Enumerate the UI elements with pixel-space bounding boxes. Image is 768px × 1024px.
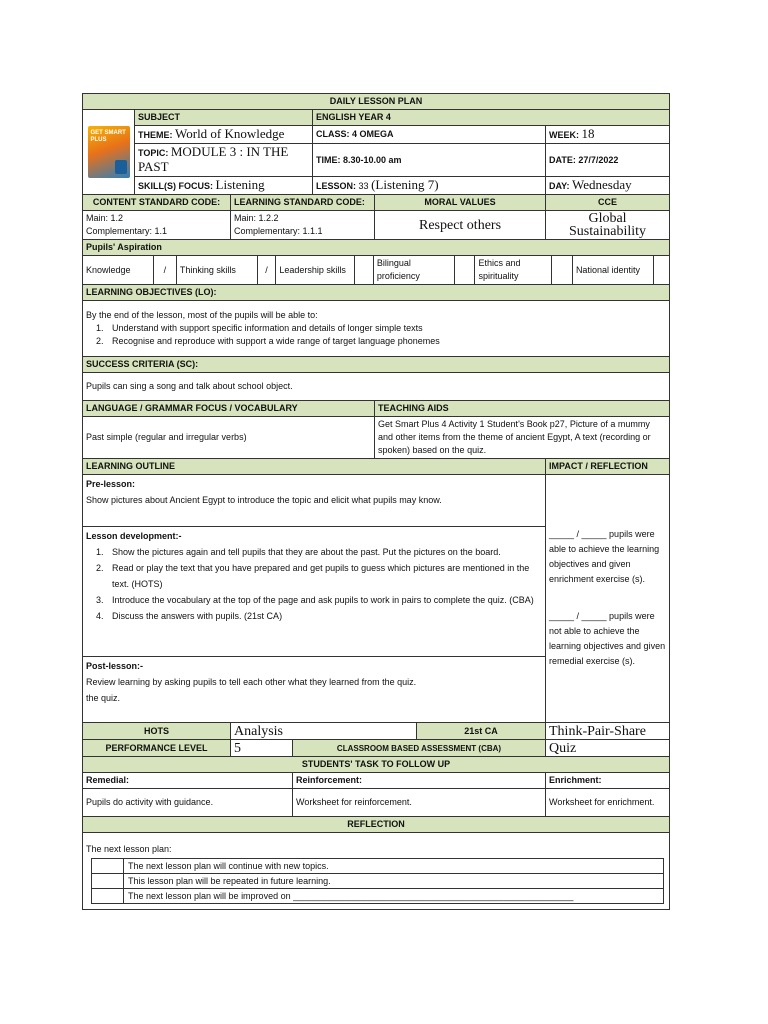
subject-label: SUBJECT xyxy=(135,110,313,126)
lesson-development-label: Lesson development:- xyxy=(86,531,182,541)
objectives-body xyxy=(83,301,670,357)
remedial-label: Remedial: xyxy=(83,773,293,789)
impact-able: _____ / _____ pupils were able to achieve the learning objectives and given enrichment exercise (s). xyxy=(549,529,660,584)
hots-value: Analysis xyxy=(231,723,417,740)
topic-cell: TOPIC: MODULE 3 : IN THE PAST xyxy=(135,144,313,177)
remedial-value: Pupils do activity with guidance. xyxy=(83,789,293,817)
aspiration-item: Bilingual proficiency xyxy=(373,256,454,284)
aspiration-item: Thinking skills xyxy=(176,256,257,284)
ca-label: 21st CA xyxy=(417,723,546,740)
impact-body xyxy=(546,475,670,723)
cba-label: CLASSROOM BASED ASSESSMENT (CBA) xyxy=(293,740,546,757)
aspiration-mark xyxy=(454,256,475,284)
performance-level-label: PERFORMANCE LEVEL xyxy=(83,740,231,757)
objectives-intro: By the end of the lesson, most of the pupils will be able to: xyxy=(86,310,318,320)
objectives-label: LEARNING OBJECTIVES (LO): xyxy=(83,285,670,301)
moral-value: Respect others xyxy=(375,211,546,240)
reinforcement-value: Worksheet for reinforcement. xyxy=(293,789,546,817)
week-cell: WEEK: 18 xyxy=(546,126,670,144)
success-label: SUCCESS CRITERIA (SC): xyxy=(83,357,670,373)
aspiration-item: Ethics and spirituality xyxy=(475,256,552,284)
objective-item: 1. Understand with support specific information and details of longer simple texts xyxy=(106,322,666,335)
language-focus-label: LANGUAGE / GRAMMAR FOCUS / VOCABULARY xyxy=(83,401,375,417)
aspiration-item: Knowledge xyxy=(83,256,154,284)
reflection-checkbox[interactable] xyxy=(92,859,124,874)
day-cell: DAY: Wednesday xyxy=(546,177,670,195)
learning-standard-label: LEARNING STANDARD CODE: xyxy=(231,195,375,211)
page-title: DAILY LESSON PLAN xyxy=(83,94,670,110)
teaching-aids-label: TEACHING AIDS xyxy=(375,401,670,417)
class-cell: CLASS: 4 OMEGA xyxy=(313,126,546,144)
aspiration-mark: / xyxy=(154,256,177,284)
development-step: 3. Introduce the vocabulary at the top of the page and ask pupils to work in pairs to complete the quiz. (CBA) xyxy=(106,592,542,608)
skill-cell: SKILL(S) FOCUS: Listening xyxy=(135,177,313,195)
aspiration-mark: / xyxy=(257,256,276,284)
cce-value: Global Sustainability xyxy=(546,211,670,240)
aspiration-item: National identity xyxy=(572,256,653,284)
objective-item: 2. Recognise and reproduce with support a wide range of target language phonemes xyxy=(106,335,666,348)
teaching-aids-value: Get Smart Plus 4 Activity 1 Student's Book p27, Picture of a mummy and other items from the theme of ancient Egypt, A text (recording or spoken) based on the quiz. xyxy=(375,417,670,459)
post-lesson-section xyxy=(83,657,546,723)
date-cell: DATE: 27/7/2022 xyxy=(546,144,670,177)
post-lesson-text: Review learning by asking pupils to tell each other what they learned from the quiz. xyxy=(86,677,417,687)
lesson-development-section xyxy=(83,527,546,657)
aspiration-item: Leadership skills xyxy=(276,256,355,284)
pre-lesson-section xyxy=(83,475,546,527)
performance-level-value: 5 xyxy=(231,740,293,757)
pre-lesson-label: Pre-lesson: xyxy=(86,479,136,489)
reinforcement-label: Reinforcement: xyxy=(293,773,546,789)
enrichment-label: Enrichment: xyxy=(546,773,670,789)
pre-lesson-text: Show pictures about Ancient Egypt to introduce the topic and elicit what pupils may know. xyxy=(86,495,442,505)
reflection-option: The next lesson plan will continue with new topics. xyxy=(124,859,664,874)
development-step: 4. Discuss the answers with pupils. (21st CA) xyxy=(106,608,542,624)
ca-value: Think-Pair-Share xyxy=(546,723,670,740)
lesson-plan-sheet xyxy=(82,93,669,910)
moral-values-label: MORAL VALUES xyxy=(375,195,546,211)
reflection-options xyxy=(91,858,664,904)
theme-cell: THEME: World of Knowledge xyxy=(135,126,313,144)
cce-label: CCE xyxy=(546,195,670,211)
lesson-plan-table xyxy=(82,93,670,910)
aspiration-mark xyxy=(653,256,669,284)
subject-value: ENGLISH YEAR 4 xyxy=(313,110,670,126)
cba-value: Quiz xyxy=(546,740,670,757)
followup-label: STUDENTS' TASK TO FOLLOW UP xyxy=(83,757,670,773)
post-lesson-text-extra: the quiz. xyxy=(86,693,121,703)
learning-standard-value: Main: 1.2.2 Complementary: 1.1.1 xyxy=(231,211,375,240)
aspiration-row xyxy=(83,256,670,285)
reflection-intro: The next lesson plan: xyxy=(86,844,172,854)
post-lesson-label: Post-lesson:- xyxy=(86,661,144,671)
aspiration-label: Pupils' Aspiration xyxy=(83,240,670,256)
aspiration-mark xyxy=(355,256,374,284)
enrichment-value: Worksheet for enrichment. xyxy=(546,789,670,817)
hots-label: HOTS xyxy=(83,723,231,740)
reflection-label: REFLECTION xyxy=(83,817,670,833)
development-step: 1. Show the pictures again and tell pupils that they are about the past. Put the pictures on the board. xyxy=(106,544,542,560)
reflection-checkbox[interactable] xyxy=(92,889,124,904)
reflection-option: This lesson plan will be repeated in future learning. xyxy=(124,874,664,889)
success-text: Pupils can sing a song and talk about school object. xyxy=(83,373,670,401)
impact-label: IMPACT / REFLECTION xyxy=(546,459,670,475)
lesson-cell: LESSON: 33 (Listening 7) xyxy=(313,177,546,195)
development-step: 2. Read or play the text that you have prepared and get pupils to guess which pictures are mentioned in the text. (HOTS) xyxy=(106,560,542,592)
book-cover-image: GET SMART PLUS xyxy=(83,110,135,195)
reflection-checkbox[interactable] xyxy=(92,874,124,889)
content-standard-label: CONTENT STANDARD CODE: xyxy=(83,195,231,211)
aspiration-mark xyxy=(552,256,573,284)
language-focus-value: Past simple (regular and irregular verbs) xyxy=(83,417,375,459)
content-standard-value: Main: 1.2 Complementary: 1.1 xyxy=(83,211,231,240)
time-cell: TIME: 8.30-10.00 am xyxy=(313,144,546,177)
learning-outline-label: LEARNING OUTLINE xyxy=(83,459,546,475)
impact-not-able: _____ / _____ pupils were not able to achieve the learning objectives and given remedial exercise (s). xyxy=(549,611,666,666)
reflection-option: The next lesson plan will be improved on ________________________________________________________ xyxy=(124,889,664,904)
reflection-body xyxy=(83,833,670,910)
